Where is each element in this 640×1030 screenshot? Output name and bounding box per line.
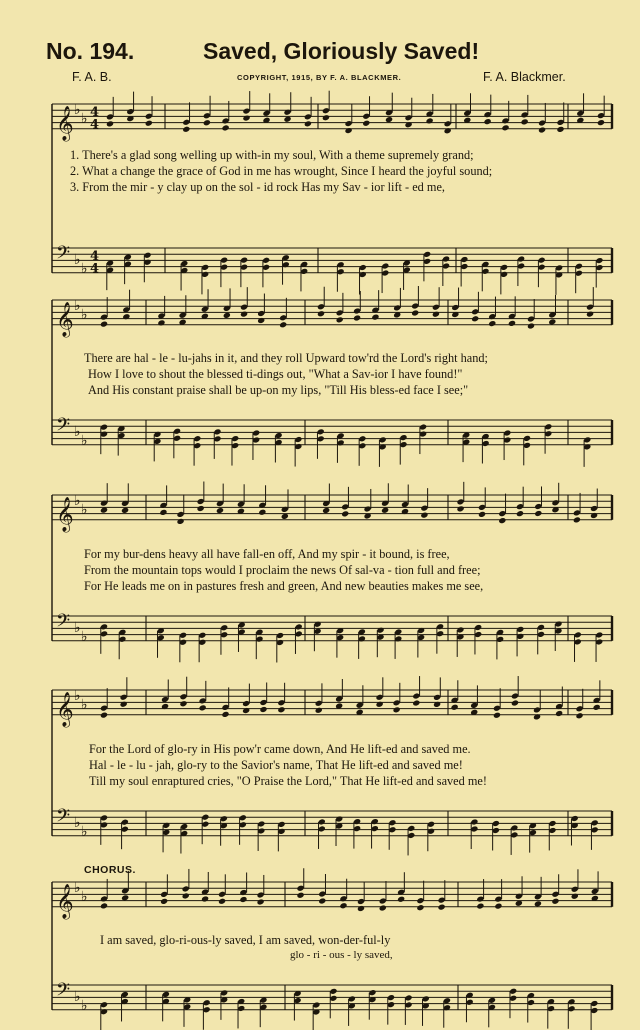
note-head — [516, 510, 524, 517]
note-head — [494, 903, 502, 910]
bass-clef-icon: 𝄢 — [56, 415, 71, 440]
chorus-bass-lyric: glo - ri - ous - ly saved, — [290, 949, 393, 961]
note-head — [493, 712, 501, 719]
note-head — [100, 321, 108, 328]
note-head — [590, 512, 598, 519]
note-head — [498, 517, 506, 524]
author-name: F. A. Blackmer. — [483, 70, 566, 84]
note-head — [397, 896, 405, 903]
chorus-lyric-line: I am saved, glo-ri-ous-ly saved, I am saved, won-der-ful-ly — [100, 933, 391, 947]
note-head — [315, 707, 323, 714]
note-head — [157, 319, 165, 326]
note-head — [259, 706, 267, 713]
note-head — [438, 904, 446, 911]
lyric-line: There are hal - le - lu-jahs in it, and they roll Upward tow'rd the Lord's right hand; — [84, 351, 488, 365]
flat-icon: ♭ — [81, 697, 88, 713]
flat-icon: ♭ — [81, 307, 88, 323]
note-head — [258, 509, 266, 516]
note-head — [411, 310, 419, 317]
note-head — [573, 516, 581, 523]
note-head — [277, 706, 285, 713]
bass-clef-icon: 𝄢 — [56, 980, 71, 1005]
treble-clef-icon: 𝄞 — [56, 105, 74, 141]
note-head — [100, 712, 108, 719]
author-initials: F. A. B. — [72, 70, 112, 84]
note-head — [197, 505, 205, 512]
note-head — [222, 124, 230, 131]
flat-icon: ♭ — [81, 111, 88, 127]
flat-icon: ♭ — [74, 298, 81, 314]
lyric-line: 3. From the mir - y clay up on the sol - id rock Has my Sav - ior lift - ed me, — [70, 180, 445, 194]
copyright-notice: COPYRIGHT, 1915, BY F. A. BLACKMER. — [237, 73, 402, 82]
lyric-line: From the mountain tops would I proclaim the news Of sal-va - tion full and free; — [84, 563, 481, 577]
flat-icon: ♭ — [74, 989, 81, 1005]
note-head — [597, 119, 605, 126]
note-head — [100, 902, 108, 909]
flat-icon: ♭ — [74, 252, 81, 268]
note-head — [586, 311, 594, 318]
flat-icon: ♭ — [81, 824, 88, 840]
note-head — [412, 700, 420, 707]
lyric-line: And His constant praise shall be up-on my lips, "Till His bless-ed face I see;" — [88, 383, 469, 397]
note-head — [501, 124, 509, 131]
note-head — [551, 898, 559, 905]
note-head — [216, 507, 224, 514]
note-head — [177, 518, 185, 525]
lyric-line: 2. What a change the grace of God in me has wrought, Since I heard the joyful sound; — [70, 164, 493, 178]
note-head — [242, 115, 250, 122]
note-head — [416, 904, 424, 911]
time-signature: 4 — [90, 105, 100, 120]
note-head — [145, 120, 153, 127]
hymn-number: No. 194. — [46, 38, 135, 64]
note-head — [457, 505, 465, 512]
note-head — [376, 701, 384, 708]
note-head — [121, 507, 129, 514]
chorus-label: CHORUS. — [84, 864, 136, 876]
note-head — [240, 311, 248, 318]
treble-clef-icon: 𝄞 — [56, 496, 74, 532]
note-head — [257, 317, 265, 324]
note-head — [357, 905, 365, 912]
treble-clef-icon: 𝄞 — [56, 691, 74, 727]
note-head — [182, 126, 190, 133]
note-head — [527, 323, 535, 330]
note-head — [182, 892, 190, 899]
lyric-line: How I love to shout the blessed ti-dings out, "What a Sav-ior I have found!" — [88, 367, 463, 381]
note-head — [508, 320, 516, 327]
note-head — [476, 903, 484, 910]
note-head — [575, 712, 583, 719]
lyric-line: For He leads me on in pastures fresh and green, And new beauties makes me see, — [84, 579, 484, 593]
note-head — [488, 320, 496, 327]
note-head — [239, 896, 247, 903]
note-head — [221, 711, 229, 718]
time-signature: 4 — [90, 261, 100, 277]
lyric-line: For my bur-dens heavy all have fall-en off, And my spir - it bound, is free, — [84, 547, 450, 561]
bass-clef-icon: 𝄢 — [56, 243, 71, 268]
note-head — [393, 706, 401, 713]
note-head — [336, 316, 344, 323]
flat-icon: ♭ — [74, 620, 81, 636]
bass-clef-icon: 𝄢 — [56, 611, 71, 636]
note-head — [201, 895, 209, 902]
note-head — [478, 511, 486, 518]
flat-icon: ♭ — [81, 998, 88, 1014]
note-head — [534, 510, 542, 517]
bass-clef-icon: 𝄢 — [56, 806, 71, 831]
note-head — [279, 321, 287, 328]
note-head — [471, 315, 479, 322]
hymn-title: Saved, Gloriously Saved! — [203, 38, 480, 64]
note-head — [304, 120, 312, 127]
flat-icon: ♭ — [74, 880, 81, 896]
note-head — [534, 900, 542, 907]
note-head — [322, 114, 330, 121]
flat-icon: ♭ — [74, 102, 81, 118]
note-head — [556, 126, 564, 133]
note-head — [451, 704, 459, 711]
note-head — [379, 905, 387, 912]
note-head — [555, 710, 563, 717]
note-head — [179, 700, 187, 707]
flat-icon: ♭ — [74, 815, 81, 831]
note-head — [199, 704, 207, 711]
flat-icon: ♭ — [81, 502, 88, 518]
note-head — [571, 893, 579, 900]
flat-icon: ♭ — [81, 433, 88, 449]
note-head — [339, 902, 347, 909]
note-head — [521, 118, 529, 125]
lyric-line: 1. There's a glad song welling up with-in my soul, With a theme supremely grand; — [70, 148, 474, 162]
note-head — [420, 512, 428, 519]
note-head — [159, 509, 167, 516]
note-head — [538, 126, 546, 133]
note-head — [257, 898, 265, 905]
flat-icon: ♭ — [81, 629, 88, 645]
note-head — [322, 507, 330, 514]
note-head — [353, 314, 361, 321]
note-head — [122, 313, 130, 320]
note-head — [160, 898, 168, 905]
flat-icon: ♭ — [74, 424, 81, 440]
time-signature: 4 — [90, 117, 100, 133]
note-head — [432, 311, 440, 318]
note-head — [511, 700, 519, 707]
lyric-line: Till my soul enraptured cries, "O Praise the Lord," That He lift-ed and saved me! — [89, 774, 487, 788]
time-signature: 4 — [90, 249, 100, 264]
note-head — [371, 314, 379, 321]
note-head — [341, 510, 349, 517]
note-head — [318, 897, 326, 904]
treble-clef-icon: 𝄞 — [56, 301, 74, 337]
note-head — [297, 892, 305, 899]
note-head — [426, 117, 434, 124]
note-head — [218, 898, 226, 905]
note-head — [345, 127, 353, 134]
note-head — [203, 119, 211, 126]
note-head — [362, 120, 370, 127]
lyric-line: For the Lord of glo-ry in His pow'r came down, And He lift-ed and saved me. — [89, 742, 471, 756]
note-head — [223, 312, 231, 319]
lyric-line: Hal - le - lu - jah, glo-ry to the Savior's name, That He lift-ed and saved me! — [89, 758, 463, 772]
flat-icon: ♭ — [81, 261, 88, 277]
note-head — [106, 120, 114, 127]
note-head — [317, 310, 325, 317]
note-head — [484, 118, 492, 125]
treble-clef-icon: 𝄞 — [56, 883, 74, 919]
note-head — [120, 701, 128, 708]
flat-icon: ♭ — [74, 493, 81, 509]
note-head — [593, 704, 601, 711]
flat-icon: ♭ — [74, 688, 81, 704]
flat-icon: ♭ — [81, 889, 88, 905]
